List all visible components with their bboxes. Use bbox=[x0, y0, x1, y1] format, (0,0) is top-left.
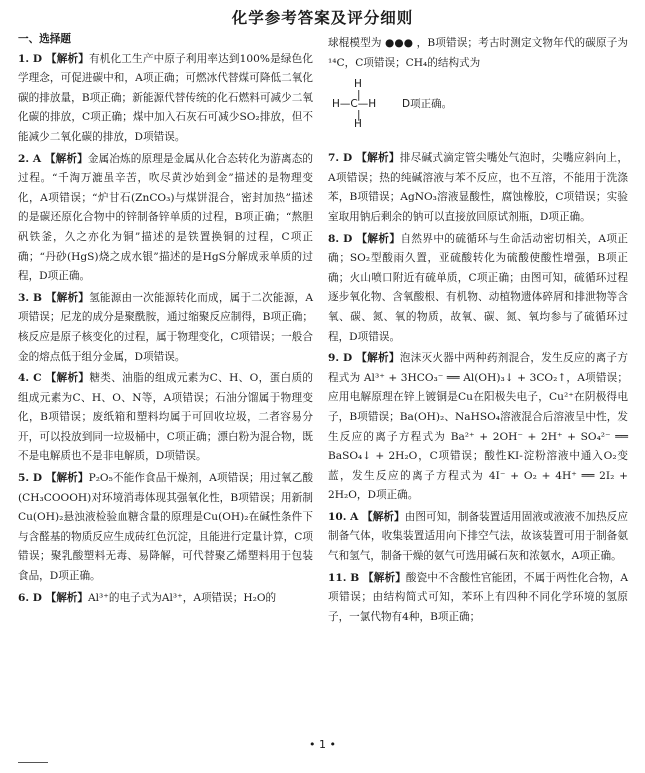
explanation-text: 泡沫灭火器中两种药剂混合，发生反应的离子方程式为 Al³⁺ + 3HCO₃⁻ ══ Al(OH)₃↓ + 3CO₂↑，A项错误；应用电解原理在锌上镀铜是Cu在阳极失电子，Cu²⁺在阴极得电子，B项错误；Ba(OH)₂、NaHSO₄溶液混合后溶液呈中性，发生反应的离子方程式为 Ba²⁺ + 2OH⁻ + 2H⁺ + SO₄²⁻ ══ BaSO₄↓ + 2H₂O，C项错误；酸性KI-淀粉溶液中通入O₂变蓝，发生反应的离子方程式为 4I⁻ + O₂ + 4H⁺ ══ 2I₂ + 2H₂O，D项正确。 bbox=[328, 352, 629, 502]
right-item bbox=[328, 149, 628, 227]
question-number: 2. A bbox=[18, 152, 45, 165]
right-item bbox=[328, 569, 628, 628]
explanation-text: 自然界中的硫循环与生命活动密切相关，A项正确；SO₂型酸雨久置，亚硫酸转化为硫酸使酸性增强，B项正确；火山喷口附近有硫单质，C项正确；由图可知，硫循环过程逐步氧化物、含氧酸根、有机物、动植物遗体碎屑和排泄物等含氧、碳、氮、氧的物质，故氧、碳、氮、氧均参与了硫循环过程，D项错误。 bbox=[328, 232, 629, 343]
question-number: 6. D bbox=[18, 591, 46, 604]
structure-mid: H—C—H bbox=[332, 98, 377, 111]
question-number: 8. D bbox=[328, 232, 357, 245]
section-heading: 一、选择题 bbox=[18, 33, 71, 45]
explanation-text: 糖类、油脂的组成元素为C、H、O，蛋白质的组成元素为C、H、O、N等，A项错误；石油分馏属于物理变化，B项错误；废纸箱和塑料均属于可回收垃圾，二者容易分开，可以投放到同一垃圾桶中，C项正确；漂白粉为混合物，既不是电解质也不是非电解质，D项错误。 bbox=[18, 372, 313, 463]
explanation-text: 球棍模型为 ●●● ，B项错误；考古时测定文物年代的碳原子为¹⁴C，C项错误；CH₄的结构式为 bbox=[328, 37, 628, 69]
question-number: 7. D bbox=[328, 152, 357, 165]
page-number: • 1 • bbox=[309, 738, 336, 751]
explanation-text: 氢能源由一次能源转化而成，属于二次能源，A项错误；尼龙的成分是聚酰胺，通过缩聚反应制得，B项正确；核反应是原子核变化的过程，属于物理变化，C项错误；一般合金的熔点低于组分金属，D项错误。 bbox=[18, 291, 314, 363]
explanation-text: 有机化工生产中原子利用率达到100%是绿色化学理念，可促进碳中和，A项正确；可燃冰代替煤可降低二氧化碳的排放量，B项正确；新能源代替传统的化石燃料可减少二氧化碳的排放，C项正确；煤中加入石灰石可减少SO₂排放，但不能减少二氧化碳的排放，D项错误。 bbox=[18, 52, 313, 143]
right-item bbox=[328, 34, 628, 73]
question-number: 11. B bbox=[328, 571, 364, 584]
bond-line: | bbox=[357, 109, 361, 122]
question-number: 5. D bbox=[18, 472, 46, 485]
analysis-tag: 【解析】 bbox=[45, 372, 90, 385]
explanation-text: 由图可知，制备装置适用固液或液液不加热反应制备气体，收集装置适用向下排空气法，故该装置可用于制备氨气和氢气，制备干燥的氨气可选用碱石灰和浓氨水，A项正确。 bbox=[328, 510, 629, 563]
analysis-tag: 【解析】 bbox=[45, 472, 89, 485]
explanation-text: Al³⁺的电子式为Al³⁺，A项错误；H₂O的 bbox=[88, 591, 277, 604]
explanation-text: P₂O₅不能作食品干燥剂，A项错误；用过氧乙酸(CH₃COOOH)对环境消毒体现其强氧化性，B项错误；用新制Cu(OH)₂悬浊液检验血糖含量的原理是Cu(OH)₂在碱性条件下与含醛基的物质反应生成砖红色沉淀，且能进行定量计算，C项错误；聚乳酸塑料无毒、易降解，可代替聚乙烯塑料用于包装食品，D项正确。 bbox=[18, 472, 313, 583]
ch4-structural-formula bbox=[332, 77, 628, 139]
footer-rule bbox=[18, 762, 48, 763]
structure-conclusion: D项正确。 bbox=[402, 98, 453, 111]
question-number: 3. B bbox=[18, 291, 46, 304]
left-item-list bbox=[18, 50, 313, 609]
analysis-tag: 【解析】 bbox=[45, 591, 88, 604]
page-title: 化学参考答案及评分细则 bbox=[231, 9, 414, 27]
analysis-tag: 【解析】 bbox=[45, 291, 90, 304]
structure-bottom: H bbox=[354, 118, 362, 131]
structure-top: H bbox=[354, 78, 362, 91]
question-number: 9. D bbox=[328, 352, 357, 365]
analysis-tag: 【解析】 bbox=[363, 571, 406, 584]
left-item bbox=[18, 50, 313, 148]
left-item bbox=[18, 289, 313, 367]
question-number: 10. A bbox=[328, 510, 363, 523]
question-number: 1. D bbox=[18, 52, 46, 65]
analysis-tag: 【解析】 bbox=[362, 510, 405, 523]
explanation-text: 排尽碱式滴定管尖嘴处气泡时，尖嘴应斜向上，A项错误；热的纯碱溶液与苯不反应，也不互溶，不能用于洗涤苯，B项错误；AgNO₃溶液显酸性，腐蚀橡胶，C项错误；实验室取用钠后剩余的钠可以直接放回原试剂瓶，D项正确。 bbox=[328, 152, 629, 223]
bond-line: | bbox=[357, 89, 361, 102]
analysis-tag: 【解析】 bbox=[356, 352, 400, 365]
analysis-tag: 【解析】 bbox=[45, 52, 90, 65]
left-item bbox=[18, 150, 313, 287]
analysis-tag: 【解析】 bbox=[44, 152, 88, 165]
explanation-text: 酸瓷中不含酸性官能团，不属于两性化合物，A项错误；由结构简式可知，苯环上有四种不同化学环境的氢原子，一氯代物有4种，B项正确； bbox=[328, 571, 629, 623]
explanation-text: 金属冶炼的原理是金属从化合态转化为游离态的过程。“千淘万漉虽辛苦，吹尽黄沙始到金”描述的是物理变化，A项错误；“炉甘石(ZnCO₃)与煤饼混合，密封加热”描述的是碳还原化合物中的锌制备锌单质的过程，B项正确；“熬胆矾铁釜，久之亦化为铜”描述的是铁置换铜的过程，C项正确；“丹砂(HgS)烧之成水银”描述的是HgS分解成汞单质的过程，D项正确。 bbox=[18, 152, 314, 283]
left-item bbox=[18, 589, 313, 609]
right-item bbox=[328, 508, 628, 567]
right-item-list bbox=[328, 34, 628, 627]
left-item bbox=[18, 369, 313, 467]
question-number: 4. C bbox=[18, 372, 46, 385]
left-column bbox=[18, 30, 313, 610]
right-column bbox=[328, 34, 628, 629]
left-item bbox=[18, 469, 313, 587]
analysis-tag: 【解析】 bbox=[356, 232, 401, 245]
right-item bbox=[328, 230, 628, 348]
analysis-tag: 【解析】 bbox=[356, 152, 400, 165]
right-item bbox=[328, 349, 628, 506]
